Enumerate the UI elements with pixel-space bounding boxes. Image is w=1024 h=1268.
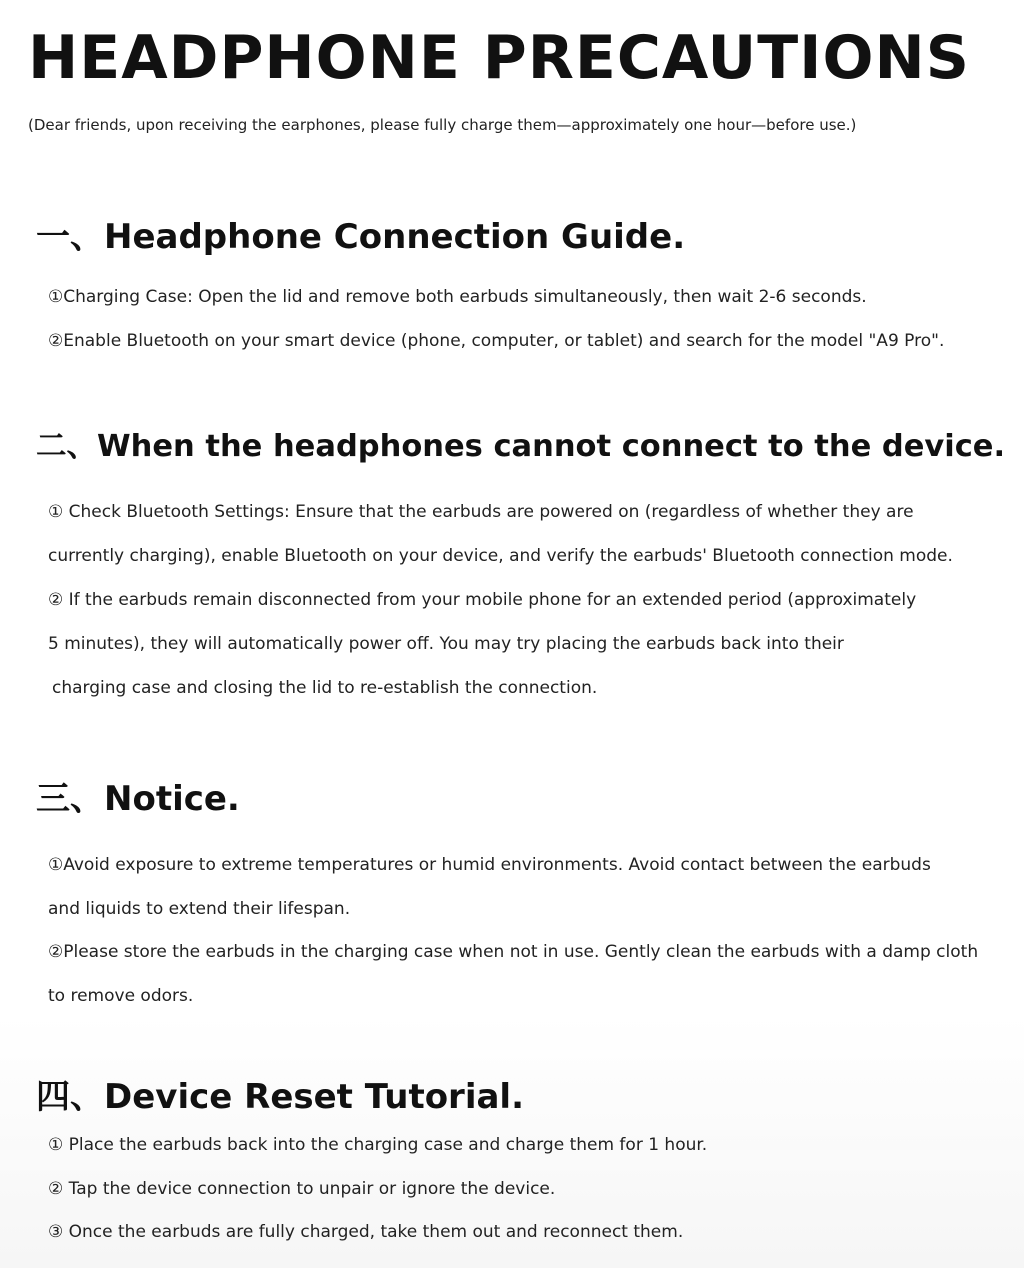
section-line: charging case and closing the lid to re-establish the connection.	[52, 678, 598, 698]
section-line: ② Tap the device connection to unpair or ignore the device.	[48, 1179, 556, 1199]
page-subtitle: (Dear friends, upon receiving the earphones, please fully charge them—approximately one hour—before use.)	[28, 116, 857, 134]
section-heading-reset-tutorial: 四、Device Reset Tutorial.	[36, 1077, 524, 1117]
section-line: and liquids to extend their lifespan.	[48, 899, 351, 919]
section-line: ②Please store the earbuds in the charging case when not in use. Gently clean the earbuds with a damp cloth	[48, 942, 979, 962]
section-line: ② If the earbuds remain disconnected from your mobile phone for an extended period (approximately	[48, 590, 917, 610]
section-line: ②Enable Bluetooth on your smart device (phone, computer, or tablet) and search for the model "A9 Pro".	[48, 331, 945, 351]
section-line: ③ Once the earbuds are fully charged, take them out and reconnect them.	[48, 1222, 684, 1242]
section-line: ①Avoid exposure to extreme temperatures or humid environments. Avoid contact between the earbuds	[48, 855, 931, 875]
section-line: ① Check Bluetooth Settings: Ensure that the earbuds are powered on (regardless of whether they are	[48, 502, 914, 522]
section-line: to remove odors.	[48, 986, 194, 1006]
section-heading-cannot-connect: 二、When the headphones cannot connect to the device.	[36, 429, 1006, 464]
section-heading-connection-guide: 一、Headphone Connection Guide.	[36, 217, 686, 257]
section-line: 5 minutes), they will automatically power off. You may try placing the earbuds back into their	[48, 634, 844, 654]
page-title: HEADPHONE PRECAUTIONS	[28, 23, 970, 93]
section-line: currently charging), enable Bluetooth on your device, and verify the earbuds' Bluetooth connection mode.	[48, 546, 953, 566]
section-line: ①Charging Case: Open the lid and remove both earbuds simultaneously, then wait 2-6 seconds.	[48, 287, 867, 307]
section-heading-notice: 三、Notice.	[36, 779, 240, 819]
section-line: ① Place the earbuds back into the charging case and charge them for 1 hour.	[48, 1135, 708, 1155]
